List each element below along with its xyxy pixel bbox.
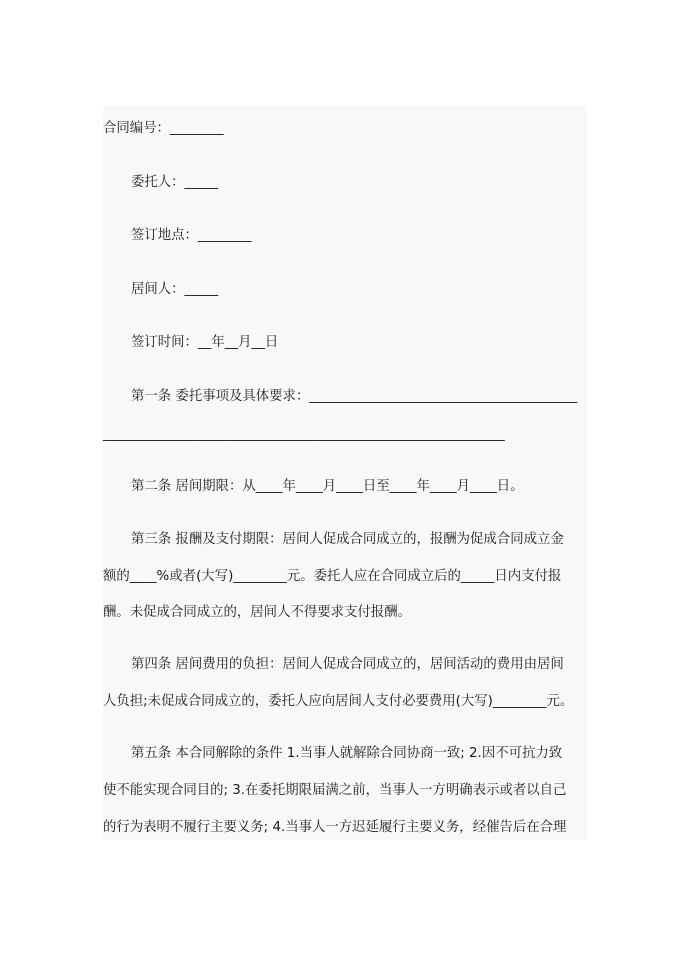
article-2-line-1: 第二条 居间期限：从____年____月____日至____年____月____日。	[131, 479, 524, 494]
article-3-line-1: 第三条 报酬及支付期限：居间人促成合同成立的，报酬为促成合同成立金	[131, 532, 564, 547]
client-field: 委托人：_____	[131, 175, 219, 190]
signing-place-field: 签订地点：________	[131, 228, 252, 243]
article-5-line-1: 第五条 本合同解除的条件 1.当事人就解除合同协商一致; 2.因不可抗力致	[131, 746, 563, 761]
content-block	[103, 106, 587, 840]
article-3-line-3: 酬。未促成合同成立的，居间人不得要求支付报酬。	[103, 605, 411, 620]
signing-date-field: 签订时间：__年__月__日	[131, 335, 279, 350]
article-5-line-2: 使不能实现合同目的; 3.在委托期限届满之前，当事人一方明确表示或者以自己	[103, 783, 567, 798]
article-1-line-2: ____________________________________________________________	[103, 427, 505, 442]
broker-field: 居间人：_____	[131, 282, 219, 297]
article-5-line-3: 的行为表明不履行主要义务; 4.当事人一方迟延履行主要义务，经催告后在合理	[103, 820, 567, 835]
article-4-line-2: 人负担;未促成合同成立的，委托人应向居间人支付必要费用(大写)________元。	[103, 694, 574, 709]
article-3-line-2: 额的____%或者(大写)________元。委托人应在合同成立后的_____日内支付报	[103, 569, 562, 584]
article-1-line-1: 第一条 委托事项及具体要求：________________________________________	[131, 389, 578, 404]
article-4-line-1: 第四条 居间费用的负担：居间人促成合同成立的，居间活动的费用由居间	[131, 657, 564, 672]
contract-number-field: 合同编号：________	[103, 121, 224, 136]
